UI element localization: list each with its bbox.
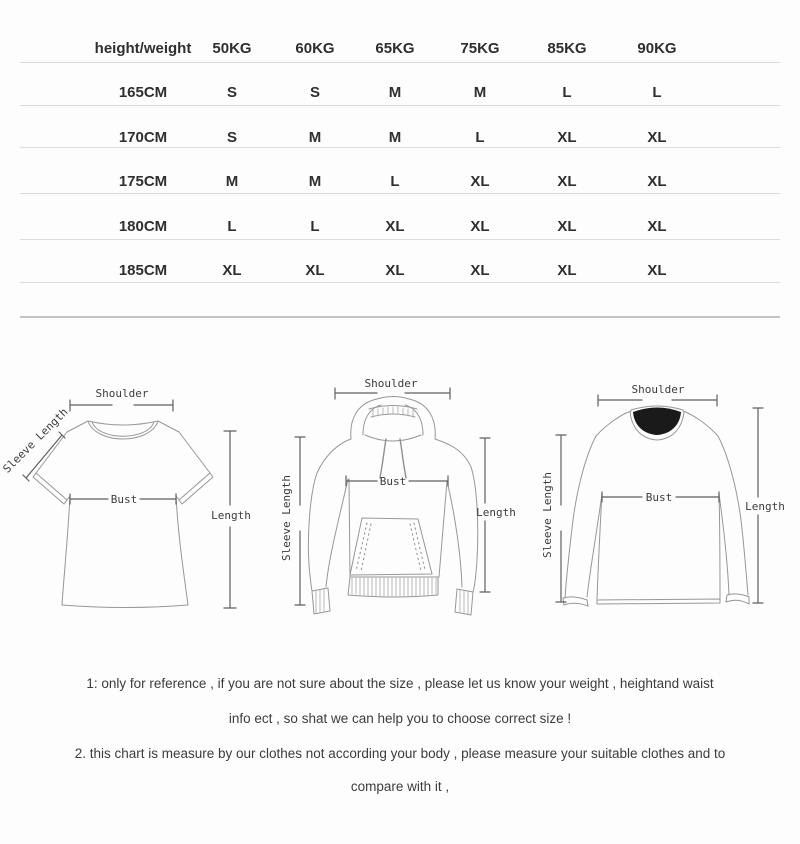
shoulder-label: Shoulder: [364, 377, 418, 390]
bust-label: Bust: [110, 493, 138, 506]
column-header: height/weight: [94, 40, 192, 57]
table-divider: [20, 239, 780, 240]
bust-label: Bust: [379, 475, 407, 488]
length-label: Length: [745, 500, 785, 513]
height-cell: 180CM: [118, 218, 168, 235]
length-label: Length: [211, 509, 251, 522]
hoodie-drawstrings: [380, 439, 406, 478]
size-cell: XL: [557, 129, 577, 146]
size-cell: L: [310, 218, 320, 235]
table-divider: [20, 193, 780, 194]
sleeve-length-label: Sleeve Length: [541, 471, 554, 559]
size-cell: L: [652, 84, 662, 101]
note-line: info ect , so shat we can help you to choose correct size !: [228, 711, 572, 726]
note-line: 2. this chart is measure by our clothes not according your body , please measure your suitable clothes and to: [74, 746, 726, 761]
column-header: 85KG: [547, 40, 587, 57]
size-cell: XL: [647, 218, 667, 235]
size-cell: M: [473, 84, 487, 101]
size-cell: XL: [470, 262, 490, 279]
sleeve-length-label: Sleeve Length: [0, 405, 71, 476]
hoodie-outline: [308, 397, 477, 616]
size-cell: XL: [222, 262, 242, 279]
hoodie-measure-lines: [295, 388, 490, 605]
height-cell: 165CM: [118, 84, 168, 101]
size-cell: S: [226, 84, 238, 101]
table-divider: [20, 147, 780, 148]
shoulder-label: Shoulder: [95, 387, 149, 400]
table-divider: [20, 282, 780, 283]
size-cell: XL: [385, 218, 405, 235]
table-divider: [20, 105, 780, 106]
shoulder-label: Shoulder: [631, 383, 685, 396]
tshirt-diagram: [0, 355, 260, 655]
size-cell: XL: [647, 173, 667, 190]
size-cell: L: [475, 129, 485, 146]
note-line: 1: only for reference , if you are not sure about the size , please let us know your weight , heightand waist: [86, 676, 714, 691]
size-cell: XL: [647, 129, 667, 146]
hoodie-diagram: [265, 355, 525, 655]
longsleeve-diagram: [530, 355, 800, 655]
size-cell: XL: [470, 173, 490, 190]
height-cell: 185CM: [118, 262, 168, 279]
height-cell: 175CM: [118, 173, 168, 190]
height-cell: 170CM: [118, 129, 168, 146]
longsleeve-outline: [563, 406, 749, 606]
size-cell: L: [227, 218, 237, 235]
column-header: 75KG: [460, 40, 500, 57]
size-cell: XL: [557, 262, 577, 279]
size-cell: XL: [557, 173, 577, 190]
column-header: 90KG: [637, 40, 677, 57]
size-cell: M: [308, 129, 322, 146]
size-cell: M: [225, 173, 239, 190]
size-cell: L: [390, 173, 400, 190]
size-cell: M: [308, 173, 322, 190]
size-cell: M: [388, 129, 402, 146]
note-line: compare with it ,: [350, 779, 450, 794]
size-cell: S: [226, 129, 238, 146]
size-cell: L: [562, 84, 572, 101]
sleeve-length-label: Sleeve Length: [280, 474, 293, 562]
size-cell: XL: [470, 218, 490, 235]
size-cell: S: [309, 84, 321, 101]
tshirt-outline: [33, 421, 213, 608]
column-header: 50KG: [212, 40, 252, 57]
size-cell: XL: [647, 262, 667, 279]
column-header: 60KG: [295, 40, 335, 57]
column-header: 65KG: [375, 40, 415, 57]
size-cell: XL: [557, 218, 577, 235]
table-divider: [20, 62, 780, 63]
bust-label: Bust: [645, 491, 673, 504]
size-cell: M: [388, 84, 402, 101]
size-cell: XL: [305, 262, 325, 279]
length-label: Length: [476, 506, 516, 519]
table-divider: [20, 316, 780, 318]
size-cell: XL: [385, 262, 405, 279]
